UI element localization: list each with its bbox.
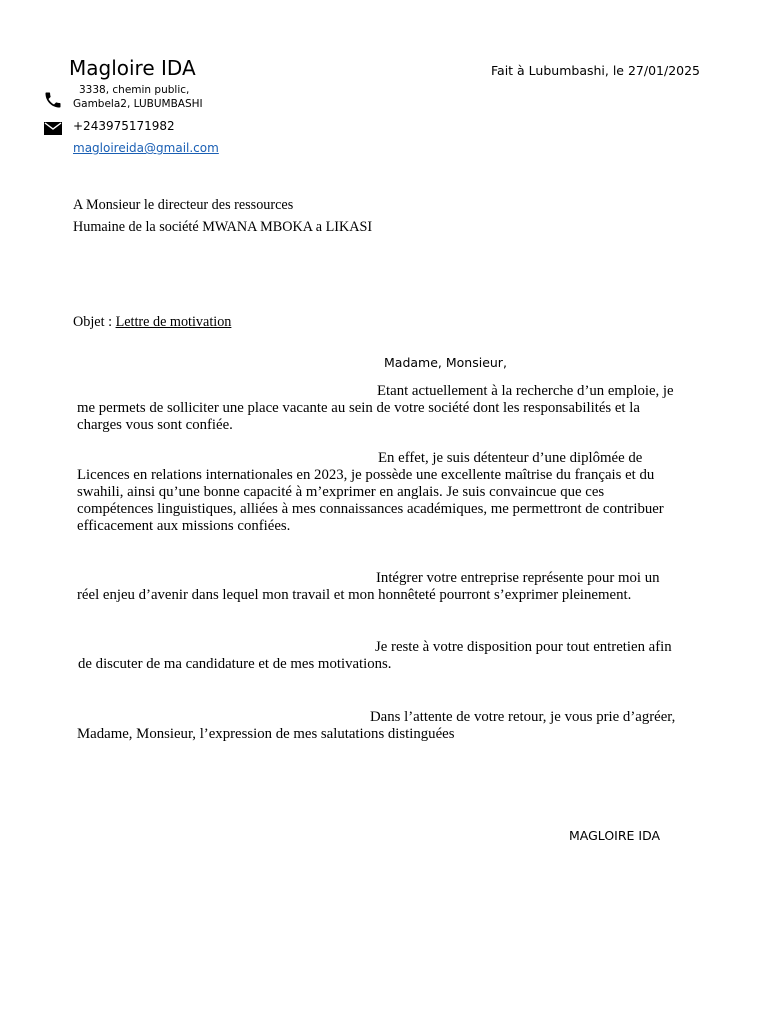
paragraph-line: Licences en relations internationales en 2023, je possède une excellente maîtrise du français et du — [77, 467, 655, 483]
paragraph-first-line: Je reste à votre disposition pour tout entretien afin — [375, 639, 672, 655]
recipient-line-2: Humaine de la société MWANA MBOKA a LIKASI — [73, 219, 373, 235]
subject-value: Lettre de motivation — [115, 314, 232, 330]
phone-icon — [43, 90, 63, 110]
paragraph-line: réel enjeu d’avenir dans lequel mon travail et mon honnêteté pourront s’exprimer pleinement. — [77, 587, 632, 603]
email-link[interactable]: magloireida@gmail.com — [73, 141, 219, 155]
salutation: Madame, Monsieur, — [384, 355, 507, 370]
paragraph-line: Madame, Monsieur, l’expression de mes salutations distinguées — [77, 726, 455, 742]
address-line-1: 3338, chemin public, — [79, 84, 190, 96]
subject-label: Objet : — [73, 314, 116, 330]
subject-line — [73, 314, 231, 331]
paragraph-first-line: Etant actuellement à la recherche d’un emploie, je — [377, 383, 674, 399]
paragraph-line: swahili, ainsi qu’une bonne capacité à m’exprimer en anglais. Je suis convaincue que ces — [77, 484, 605, 500]
paragraph-first-line: Intégrer votre entreprise représente pour moi un — [376, 570, 660, 586]
body-paragraph — [77, 570, 660, 604]
paragraph-first-line: Dans l’attente de votre retour, je vous prie d’agréer, — [370, 709, 676, 725]
body-paragraph — [77, 383, 674, 434]
paragraph-line: efficacement aux missions confiées. — [77, 518, 291, 534]
date-line: Fait à Lubumbashi, le 27/01/2025 — [491, 63, 701, 78]
paragraph-line: me permets de solliciter une place vacante au sein de votre société dont les responsabilités et la — [77, 400, 640, 416]
signature: MAGLOIRE IDA — [569, 828, 661, 843]
paragraph-first-line: En effet, je suis détenteur d’une diplômée de — [378, 450, 643, 466]
phone-number: +243975171982 — [73, 119, 175, 133]
body-paragraph — [77, 450, 664, 535]
paragraph-line: compétences linguistiques, alliées à mes connaissances académiques, me permettront de contribuer — [77, 501, 664, 517]
paragraph-line: de discuter de ma candidature et de mes motivations. — [78, 656, 392, 672]
body-paragraph — [77, 709, 675, 743]
mail-icon — [44, 122, 62, 135]
address-line-2: Gambela2, LUBUMBASHI — [73, 98, 203, 110]
recipient-line-1: A Monsieur le directeur des ressources — [73, 197, 294, 213]
paragraph-line: charges vous sont confiée. — [77, 417, 233, 433]
sender-name: Magloire IDA — [69, 56, 196, 80]
body-paragraph — [77, 639, 672, 673]
